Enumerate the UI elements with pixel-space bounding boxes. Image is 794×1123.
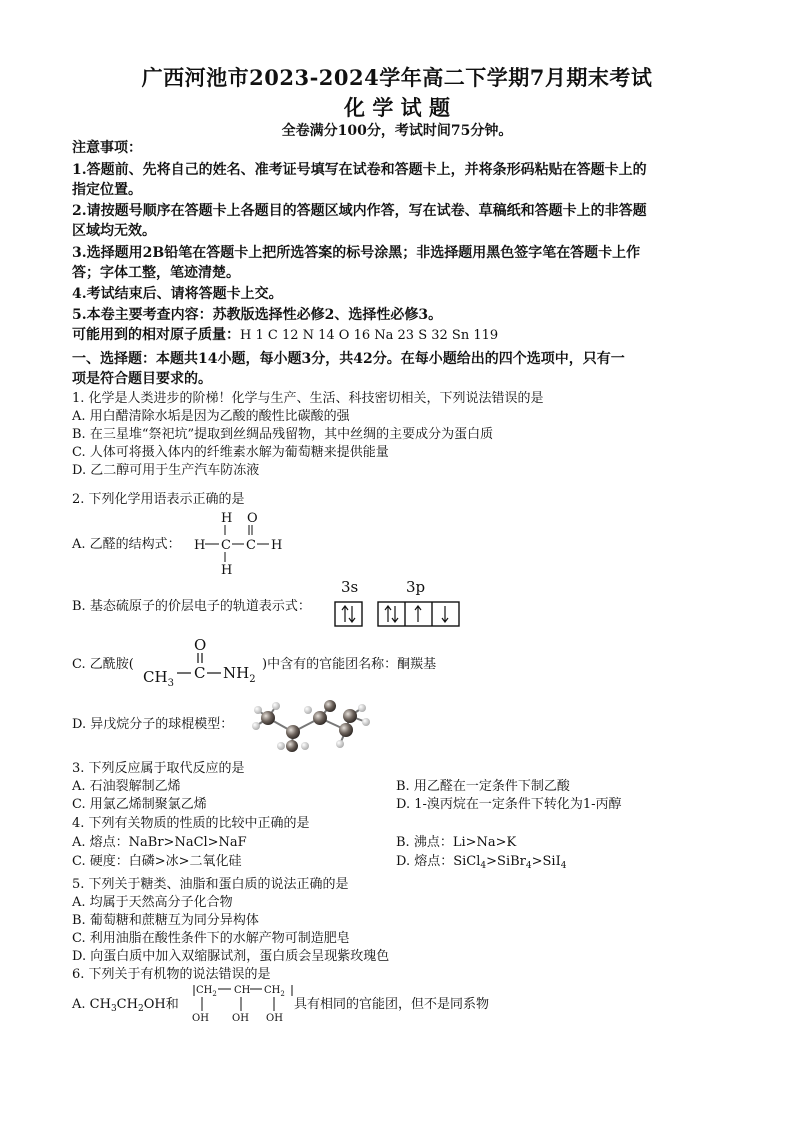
note-3a: 3.选择题用2B铅笔在答题卡上把所选答案的标号涂黑；非选择题用黑色签字笔在答题卡上作	[72, 245, 641, 261]
exam-title: 广西河池市2023-2024学年高二下学期7月期末考试	[141, 65, 653, 90]
q5-stem: 5. 下列关于糖类、油脂和蛋白质的说法正确的是	[72, 877, 349, 892]
q5-option-b: B. 葡萄糖和蔗糖互为同分异构体	[72, 913, 259, 928]
q3-stem: 3. 下列反应属于取代反应的是	[72, 761, 245, 776]
notes-heading: 注意事项：	[72, 140, 142, 156]
struct-c2: C	[246, 538, 256, 553]
q3-option-c: C. 用氯乙烯制聚氯乙烯	[72, 797, 207, 812]
svg-text:CH2: $CH_2$	[196, 985, 217, 998]
struct-h-right: H	[271, 538, 283, 553]
atomic-mass-values: H 1 C 12 N 14 O 16 Na 23 S 32 Sn 119	[240, 328, 499, 343]
acetamide-o: O	[194, 636, 207, 654]
acetamide-c: C	[194, 664, 206, 682]
q5-option-c: C. 利用油脂在酸性条件下的水解产物可制造肥皂	[72, 931, 350, 946]
q6-stem: 6. 下列关于有机物的说法错误的是	[72, 967, 271, 982]
svg-text:OH: OH	[266, 1013, 283, 1024]
q4-option-c: C. 硬度：白磷>冰>二氧化硅	[72, 854, 242, 869]
q3-option-a: A. 石油裂解制乙烯	[72, 779, 181, 794]
struct-o-top: O	[247, 511, 258, 526]
note-5: 5.本卷主要考查内容：苏教版选择性必修2、选择性必修3。	[72, 307, 443, 323]
svg-text:OH: OH	[232, 1013, 249, 1024]
struct-h-left: H	[194, 538, 206, 553]
q1-stem: 1. 化学是人类进步的阶梯！化学与生产、生活、科技密切相关，下列说法错误的是	[72, 391, 544, 406]
struct-c1: C	[221, 538, 231, 553]
q4-option-d	[396, 853, 566, 875]
atomic-mass-line	[72, 325, 498, 346]
section-heading-line2: 项是符合题目要求的。	[72, 371, 212, 387]
q2-stem: 2. 下列化学用语表示正确的是	[72, 492, 245, 507]
note-4: 4.考试结束后、请将答题卡上交。	[72, 286, 283, 302]
q4-option-a: A. 熔点：NaBr>NaCl>NaF	[72, 835, 247, 850]
note-3b: 答；字体工整，笔迹清楚。	[72, 265, 240, 281]
q4-option-d-formula: SiCl$_4$>SiBr$_4$>SiI$_4$	[453, 854, 567, 871]
note-1b: 指定位置。	[72, 182, 142, 198]
section-heading-line1: 一、选择题：本题共14小题，每小题3分，共42分。在每小题给出的四个选项中，只有一	[72, 351, 625, 367]
svg-text:CH: CH	[234, 985, 251, 996]
note-2a: 2.请按题号顺序在答题卡上各题目的答题区域内作答，写在试卷、草稿纸和答题卡上的非答题	[72, 203, 647, 219]
q4-option-b: B. 沸点：Li>Na>K	[396, 835, 517, 850]
q4-option-d-label: D. 熔点：	[396, 854, 454, 869]
q2-option-d-label: D. 异戊烷分子的球棍模型：	[72, 717, 234, 732]
svg-text:OH: OH	[192, 1013, 209, 1024]
q4-stem: 4. 下列有关物质的性质的比较中正确的是	[72, 816, 310, 831]
q1-option-d: D. 乙二醇可用于生产汽车防冻液	[72, 463, 260, 478]
svg-text:CH2: $CH_2$	[264, 985, 285, 998]
q6-option-a-post: 具有相同的官能团，但不是同系物	[294, 997, 490, 1012]
score-line: 全卷满分100分，考试时间75分钟。	[281, 123, 513, 139]
note-2b: 区域均无效。	[72, 223, 156, 239]
q5-option-d: D. 向蛋白质中加入双缩脲试剂，蛋白质会呈现紫玫瑰色	[72, 949, 390, 964]
acetamide-ch3: $CH_3$	[143, 668, 174, 689]
isopentane-ball-stick-model	[248, 696, 380, 756]
struct-h-top: H	[221, 511, 233, 526]
q3-option-b: B. 用乙醛在一定条件下制乙酸	[396, 779, 570, 794]
acetamide-structure	[141, 634, 263, 692]
orbital-3p-label: 3p	[406, 578, 426, 596]
q6-option-a-pre: A. $CH_3CH_2OH$和	[72, 997, 179, 1014]
struct-h-bottom: H	[221, 563, 233, 578]
q1-option-a: A. 用白醋清除水垢是因为乙酸的酸性比碳酸的强	[72, 409, 350, 424]
glycerol-structure	[188, 982, 296, 1024]
q1-option-b: B. 在三星堆“祭祀坑”提取到丝绸品残留物，其中丝绸的主要成分为蛋白质	[72, 427, 494, 442]
q2-option-c-label-post: )中含有的官能团名称：酮羰基	[262, 657, 437, 672]
q1-option-c: C. 人体可将摄入体内的纤维素水解为葡萄糖来提供能量	[72, 445, 389, 460]
note-1a: 1.答题前、先将自己的姓名、准考证号填写在试卷和答题卡上，并将条形码粘贴在答题卡上的	[72, 162, 647, 178]
q2-option-b-label: B. 基态硫原子的价层电子的轨道表示式：	[72, 599, 311, 614]
q2-option-a-label: A. 乙醛的结构式：	[72, 537, 181, 552]
q5-option-a: A. 均属于天然高分子化合物	[72, 895, 233, 910]
atomic-mass-label: 可能用到的相对原子质量：	[72, 327, 240, 343]
acetamide-nh2: $NH_2$	[223, 664, 256, 685]
orbital-3s-box	[335, 602, 362, 626]
orbital-3s-label: 3s	[341, 578, 359, 596]
q2-option-c-label-pre: C. 乙酰胺(	[72, 657, 134, 672]
acetaldehyde-structure	[190, 508, 290, 578]
sulfur-orbital-diagram	[332, 600, 464, 630]
subject-title: 化 学 试 题	[344, 95, 450, 120]
q3-option-d: D. 1-溴丙烷在一定条件下转化为1-丙醇	[396, 797, 622, 812]
